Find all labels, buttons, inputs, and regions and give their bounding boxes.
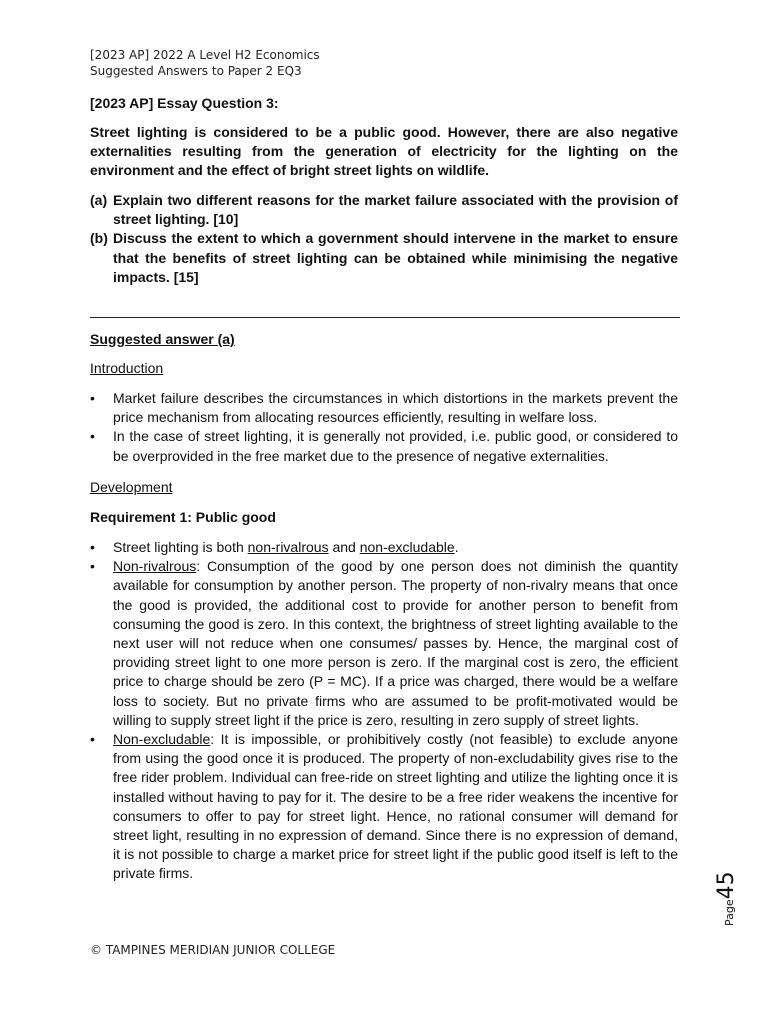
- requirement-heading: Requirement 1: Public good: [90, 509, 276, 525]
- question-part-b: [90, 229, 678, 287]
- page-number-value: 45: [714, 871, 739, 900]
- introduction-heading: Introduction: [90, 360, 164, 376]
- term-non-excludable: Non-excludable: [113, 731, 211, 748]
- question-part-text: Explain two different reasons for the market failure associated with the provision of street lighting. [10]: [113, 192, 678, 228]
- development-heading: Development: [90, 479, 173, 495]
- bullet-mid: and: [328, 539, 360, 555]
- list-item: • In the case of street lighting, it is generally not provided, i.e. public good, or considered to be overprovided in the free market due to the presence of negative externalities.: [90, 427, 678, 465]
- list-item: [90, 730, 678, 884]
- page-number: [700, 868, 760, 928]
- list-item: • Market failure describes the circumstances in which distortions in the markets prevent the price mechanism from allocating resources efficiently, resulting in welfare loss.: [90, 389, 678, 427]
- bullet-text: : It is impossible, or prohibitively costly (not feasible) to exclude anyone from using the good once it is produced. The property of non-excludability gives rise to the free rider problem. Individual can free-ride on street lighting and utilize the lighting once it is installed without having to pay for it. The desire to be a free rider weakens the incentive for consumers to offer to pay for street light. Hence, no rational consumer will demand for street light, resulting in no expression of demand. Since there is no expression of demand, it is not possible to charge a market price for street light if the public good itself is left to the private firms.: [113, 731, 678, 882]
- development-bullets: [90, 538, 678, 884]
- bullet-prefix: Street lighting is both: [113, 539, 248, 555]
- term-non-excludable: non-excludable: [359, 539, 455, 555]
- answer-heading: Suggested answer (a): [90, 331, 235, 347]
- bullet-text: : Consumption of the good by one person does not diminish the quantity available for consumption by another person. The property of non-rivalry means that once the good is provided, the additional cost to provide for another person to benefit from consuming the good is zero. In this context, the brightness of street lighting available to the next user will not reduce when one consumes/ passes by. Hence, the marginal cost of providing street light to one more person is zero. If the marginal cost is zero, the efficient price to charge should be zero (P = MC). If a price was charged, there would be a welfare loss to society. But no private firms who are assumed to be profit-motivated would be willing to supply street light if the price is zero, resulting in zero supply of street lights.: [113, 558, 678, 728]
- question-title: [2023 AP] Essay Question 3:: [90, 95, 279, 111]
- header-line-2: Suggested Answers to Paper 2 EQ3: [90, 64, 302, 78]
- header-line-1: [2023 AP] 2022 A Level H2 Economics: [90, 48, 320, 62]
- question-part-marker: (a): [90, 192, 108, 208]
- intro-bullets: [90, 389, 678, 466]
- list-item: [90, 557, 678, 730]
- question-preamble: Street lighting is considered to be a public good. However, there are also negative externalities resulting from the generation of electricity for the lighting on the environment and the effect of bright street lights on wildlife.: [90, 124, 678, 179]
- page-number-label: Page: [723, 899, 736, 926]
- list-item: [90, 538, 678, 557]
- question-part-a: [90, 191, 678, 229]
- footer: © TAMPINES MERIDIAN JUNIOR COLLEGE: [90, 943, 336, 957]
- term-non-rivalrous: Non-rivalrous: [113, 558, 197, 575]
- bullet-suffix: .: [454, 539, 459, 555]
- section-divider: [90, 317, 680, 318]
- term-non-rivalrous: non-rivalrous: [247, 539, 329, 555]
- question-part-marker: (b): [90, 230, 108, 247]
- question-part-text: Discuss the extent to which a government should intervene in the market to ensure that the benefits of street lighting can be obtained while minimising the negative impacts. [15]: [113, 230, 678, 285]
- question-parts: [90, 191, 678, 287]
